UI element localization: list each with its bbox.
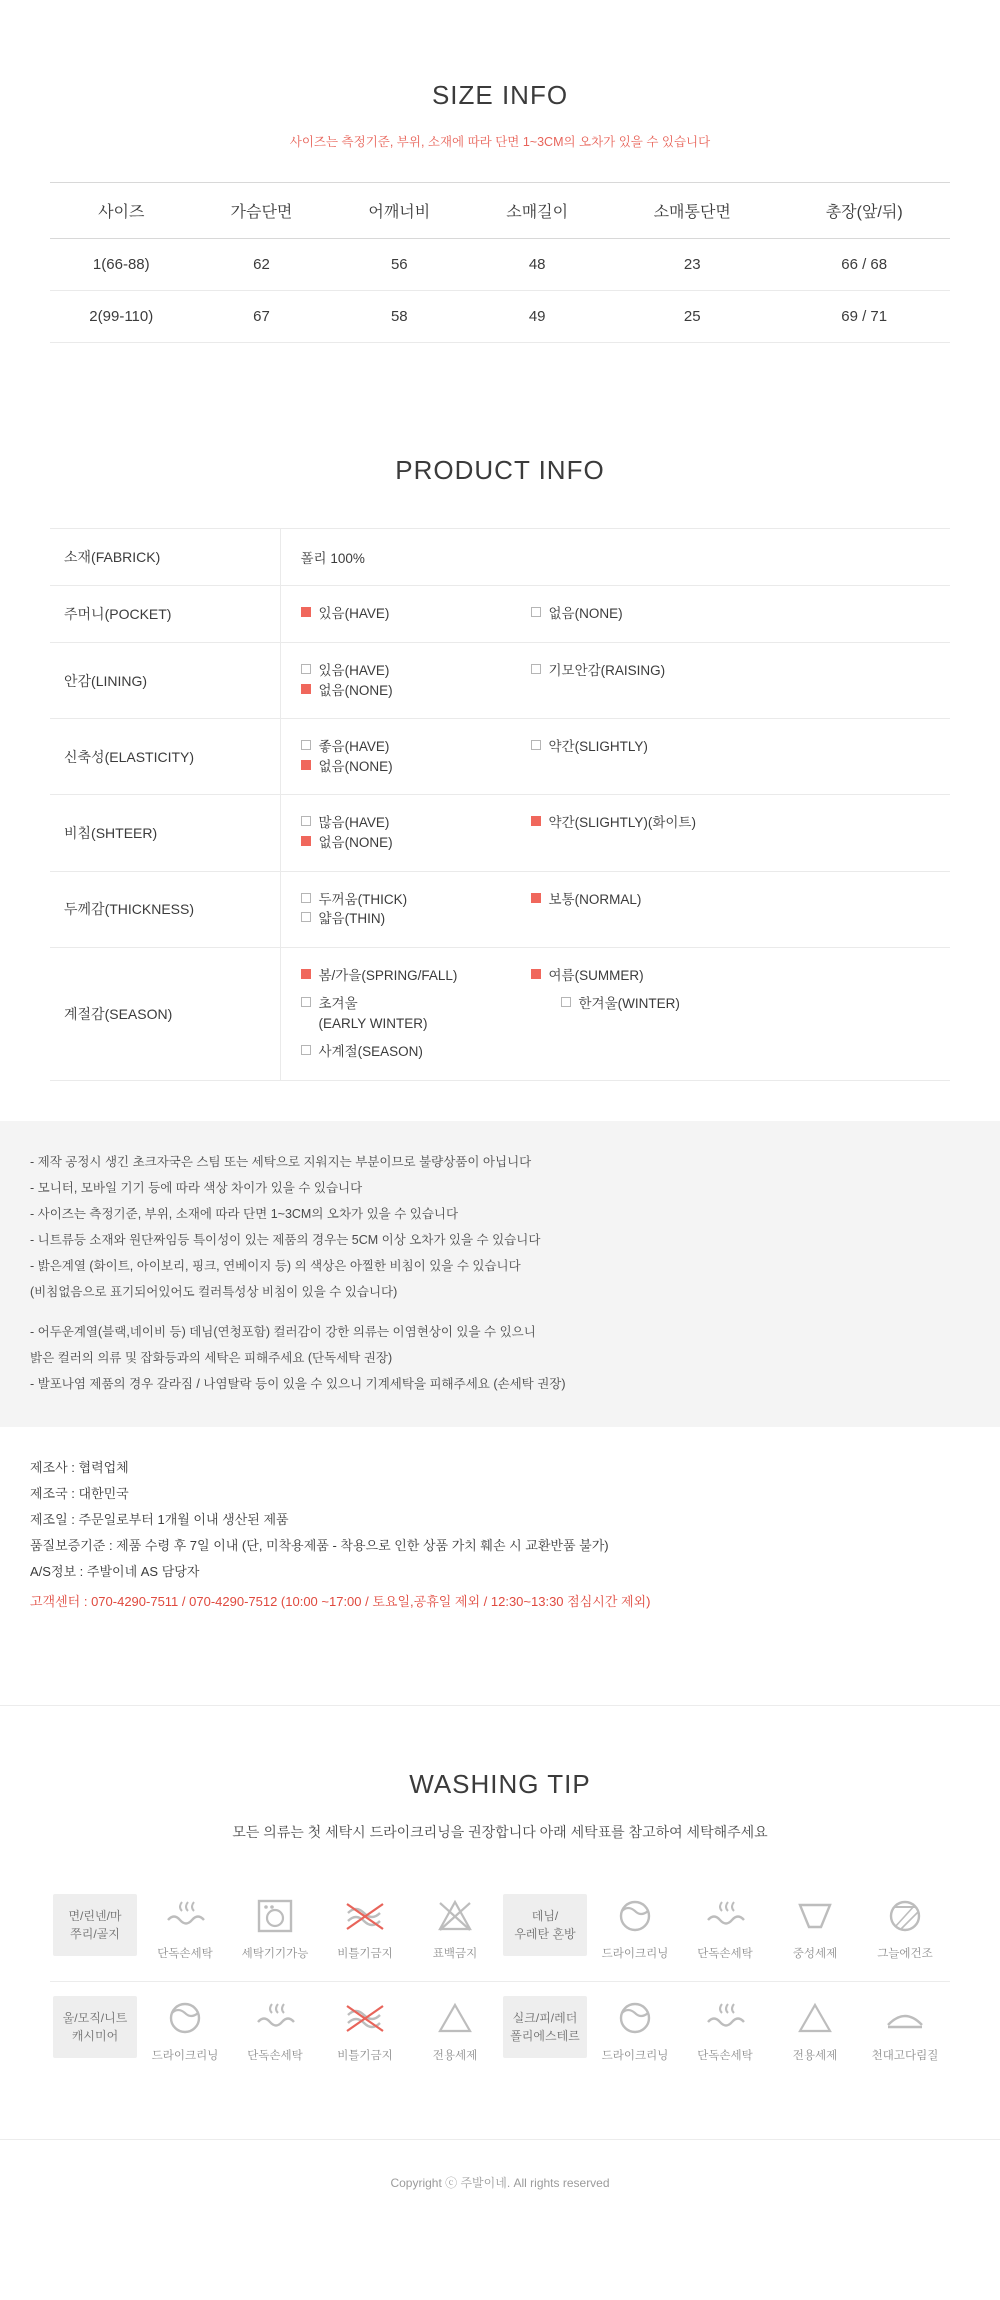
fabric-type-tag	[50, 1894, 140, 1956]
wash-symbol-label: 단독손세탁	[247, 2050, 303, 2063]
size-info-note: 사이즈는 측정기준, 부위, 소재에 따라 단면 1~3CM의 오차가 있을 수 있습니다	[289, 135, 711, 150]
wash-symbol-neutral-detergent	[770, 1894, 860, 1963]
dry-clean-icon	[590, 1894, 680, 1938]
notice-line: - 밝은계열 (화이트, 아이보리, 핑크, 연베이지 등) 의 색상은 아찔한 비침이 있을 수 있습니다	[30, 1258, 521, 1273]
option-label: 없음(NONE)	[548, 606, 623, 622]
no-wring-icon	[320, 1996, 410, 2040]
wash-symbol-label: 전용세제	[432, 2050, 478, 2063]
wash-symbol-label: 비틀기금지	[337, 1948, 393, 1961]
wash-symbol-label: 비틀기금지	[337, 2050, 393, 2063]
size-cell: 58	[330, 291, 468, 343]
row-label: 소재(FABRICK)	[50, 529, 280, 586]
special-detergent-icon	[410, 1996, 500, 2040]
row-value	[280, 947, 950, 1080]
fabric-tag-label: 울/모직/니트 캐시미어	[53, 1996, 137, 2058]
table-row	[50, 291, 950, 343]
washing-symbol-grid	[50, 1880, 950, 2082]
fabric-tag-label: 데님/ 우레탄 혼방	[503, 1894, 587, 1956]
customer-center-line: 고객센터 : 070-4290-7511 / 070-4290-7512 (10:00 ~17:00 / 토요일,공휴일 제외 / 12:30~13:30 점심시간 제외)	[30, 1593, 651, 1609]
maker-line: 제조사 : 협력업체	[30, 1459, 129, 1475]
option-item[interactable]	[295, 994, 555, 1033]
wash-symbol-label: 천대고다림질	[871, 2050, 939, 2063]
wash-symbol-label: 전용세제	[792, 2050, 838, 2063]
size-header-cell: 가슴단면	[193, 183, 331, 239]
maker-line: 제조국 : 대한민국	[30, 1485, 129, 1501]
option-label: 없음(NONE)	[318, 834, 393, 850]
size-info-section	[0, 0, 1000, 343]
checkbox-icon[interactable]	[531, 893, 541, 903]
notice-line: - 니트류등 소재와 원단짜임등 특이성이 있는 제품의 경우는 5CM 이상 오차가 있을 수 있습니다	[30, 1232, 541, 1247]
checkbox-icon[interactable]	[301, 684, 311, 694]
size-header-cell: 소매통단면	[606, 183, 778, 239]
washing-tip-title: WASHING TIP	[409, 1769, 591, 1800]
washing-row	[50, 1880, 950, 1981]
row-label: 비침(SHTEER)	[50, 795, 280, 871]
option-item[interactable]	[295, 757, 525, 777]
option-label: 없음(NONE)	[318, 682, 393, 698]
checkbox-icon[interactable]	[301, 997, 311, 1007]
table-row	[50, 529, 950, 586]
size-table	[50, 182, 950, 343]
no-wring-icon	[320, 1894, 410, 1938]
option-item[interactable]	[295, 813, 525, 833]
row-label: 안감(LINING)	[50, 643, 280, 719]
option-item[interactable]	[295, 681, 525, 701]
size-cell: 69 / 71	[778, 291, 950, 343]
option-label: 얇음(THIN)	[318, 911, 386, 927]
maker-line: A/S정보 : 주발이네 AS 담당자	[30, 1563, 200, 1579]
notice-spacer	[30, 1305, 970, 1319]
size-cell: 2(99-110)	[50, 291, 193, 343]
checkbox-icon[interactable]	[531, 816, 541, 826]
wash-symbol-no-wring	[320, 1894, 410, 1963]
option-label: 있음(HAVE)	[318, 663, 390, 679]
row-value	[280, 529, 950, 586]
table-row	[50, 871, 950, 947]
maker-line: 품질보증기준 : 제품 수령 후 7일 이내 (단, 미착용제품 - 착용으로 인한 상품 가치 훼손 시 교환반품 불가)	[30, 1537, 609, 1553]
size-cell: 62	[193, 239, 331, 291]
table-row	[50, 239, 950, 291]
size-cell: 25	[606, 291, 778, 343]
wash-symbol-label: 그늘에건조	[877, 1948, 933, 1961]
fabric-type-tag	[50, 1996, 140, 2058]
notice-line: - 모니터, 모바일 기기 등에 따라 색상 차이가 있을 수 있습니다	[30, 1180, 363, 1195]
option-sublabel: (EARLY WINTER)	[318, 1015, 428, 1031]
option-label: 보통(NORMAL)	[548, 891, 642, 907]
checkbox-icon[interactable]	[531, 740, 541, 750]
hand-wash-icon	[680, 1894, 770, 1938]
row-value	[280, 871, 950, 947]
option-label: 여름(SUMMER)	[548, 967, 644, 983]
option-item[interactable]	[295, 661, 525, 681]
size-cell: 1(66-88)	[50, 239, 193, 291]
checkbox-icon[interactable]	[301, 740, 311, 750]
product-info-title: PRODUCT INFO	[395, 455, 605, 486]
option-label: 많음(HAVE)	[318, 815, 390, 831]
checkbox-icon[interactable]	[561, 997, 571, 1007]
hand-wash-icon	[230, 1996, 320, 2040]
wash-symbol-dry-clean	[590, 1894, 680, 1963]
special-detergent-icon	[770, 1996, 860, 2040]
option-item[interactable]	[295, 909, 525, 929]
wash-symbol-label: 단독손세탁	[697, 1948, 753, 1961]
table-row	[50, 947, 950, 1080]
option-label: 있음(HAVE)	[318, 606, 390, 622]
size-header-cell: 사이즈	[50, 183, 193, 239]
table-row	[50, 719, 950, 795]
option-label: 초겨울	[318, 996, 358, 1012]
checkbox-icon[interactable]	[301, 836, 311, 846]
row-label: 주머니(POCKET)	[50, 586, 280, 643]
option-item[interactable]	[525, 813, 755, 833]
wash-symbol-hand-wash	[230, 1996, 320, 2065]
hand-wash-icon	[140, 1894, 230, 1938]
wash-symbol-label: 단독손세탁	[697, 2050, 753, 2063]
checkbox-icon[interactable]	[531, 969, 541, 979]
option-label: 기모안감(RAISING)	[548, 663, 666, 679]
size-cell: 67	[193, 291, 331, 343]
row-value	[280, 795, 950, 871]
notice-line: - 사이즈는 측정기준, 부위, 소재에 따라 단면 1~3CM의 오차가 있을 수 있습니다	[30, 1206, 459, 1221]
checkbox-icon[interactable]	[531, 664, 541, 674]
wash-symbol-label: 세탁기기가능	[241, 1948, 309, 1961]
notice-line: - 어두운계열(블랙,네이비 등) 데님(연청포함) 컬러감이 강한 의류는 이염현상이 있을 수 있으니	[30, 1324, 536, 1339]
copyright-text: Copyright ⓒ 주발이네. All rights reserved	[390, 2175, 610, 2190]
row-value	[280, 719, 950, 795]
wash-symbol-shade-dry	[860, 1894, 950, 1963]
size-cell: 48	[468, 239, 606, 291]
option-label: 사계절(SEASON)	[318, 1044, 423, 1060]
fabric-type-tag-2	[500, 1894, 590, 1956]
checkbox-icon[interactable]	[301, 607, 311, 617]
checkbox-icon[interactable]	[301, 893, 311, 903]
product-info-section	[0, 455, 1000, 1081]
notice-line: - 발포나염 제품의 경우 갈라짐 / 나염탈락 등이 있을 수 있으니 기계세탁을 피해주세요 (손세탁 권장)	[30, 1376, 566, 1391]
size-header-cell: 어깨너비	[330, 183, 468, 239]
checkbox-icon[interactable]	[301, 664, 311, 674]
option-item[interactable]	[555, 994, 785, 1042]
dry-clean-icon	[590, 1996, 680, 2040]
option-item[interactable]	[295, 833, 525, 853]
washing-tip-section	[0, 1705, 1000, 2083]
row-label: 두께감(THICKNESS)	[50, 871, 280, 947]
fabric-tag-label: 면/린넨/마 쭈리/골지	[53, 1894, 137, 1956]
wash-symbol-machine-wash	[230, 1894, 320, 1963]
wash-symbol-hand-wash-2	[680, 1996, 770, 2065]
option-label: 두꺼움(THICK)	[318, 891, 408, 907]
size-header-cell: 총장(앞/뒤)	[778, 183, 950, 239]
checkbox-icon[interactable]	[301, 912, 311, 922]
wash-symbol-no-bleach	[410, 1894, 500, 1963]
row-label: 신축성(ELASTICITY)	[50, 719, 280, 795]
option-label: 약간(SLIGHTLY)(화이트)	[548, 815, 696, 831]
neutral-detergent-icon	[770, 1894, 860, 1938]
option-item[interactable]	[525, 737, 755, 757]
size-cell: 49	[468, 291, 606, 343]
wash-symbol-flat-dry	[860, 1996, 950, 2065]
option-item[interactable]	[525, 966, 755, 986]
maker-line: 제조일 : 주문일로부터 1개월 이내 생산된 제품	[30, 1511, 289, 1527]
wash-symbol-dry-clean	[140, 1996, 230, 2065]
table-row	[50, 643, 950, 719]
fabric-tag-label: 실크/피/레더 폴리에스테르	[503, 1996, 587, 2058]
no-bleach-icon	[410, 1894, 500, 1938]
wash-symbol-label: 드라이크리닝	[601, 1948, 669, 1961]
dry-clean-icon	[140, 1996, 230, 2040]
option-label: 약간(SLIGHTLY)	[548, 739, 648, 755]
wash-symbol-label: 중성세제	[792, 1948, 838, 1961]
option-item[interactable]	[295, 1042, 525, 1062]
wash-symbol-hand-wash-2	[680, 1894, 770, 1963]
machine-wash-icon	[230, 1894, 320, 1938]
option-item[interactable]	[525, 604, 755, 624]
wash-symbol-label: 표백금지	[432, 1948, 478, 1961]
size-cell: 23	[606, 239, 778, 291]
size-info-title: SIZE INFO	[431, 79, 569, 110]
size-cell: 56	[330, 239, 468, 291]
size-table-header-row	[50, 183, 950, 239]
option-item[interactable]	[525, 661, 755, 681]
washing-tip-subtitle: 모든 의류는 첫 세탁시 드라이크리닝을 권장합니다 아래 세탁표를 참고하여 세탁해주세요	[232, 1824, 768, 1841]
wash-symbol-label: 드라이크리닝	[151, 2050, 219, 2063]
option-label: 봄/가을(SPRING/FALL)	[318, 967, 458, 983]
wash-symbol-special-detergent-2	[770, 1996, 860, 2065]
row-value	[280, 643, 950, 719]
checkbox-icon[interactable]	[301, 1045, 311, 1055]
option-item[interactable]	[295, 604, 525, 624]
flat-dry-icon	[860, 1996, 950, 2040]
option-label: 한겨울(WINTER)	[578, 996, 680, 1012]
wash-symbol-no-wring	[320, 1996, 410, 2065]
row-value	[280, 586, 950, 643]
notice-line: - 제작 공정시 생긴 초크자국은 스팀 또는 세탁으로 지워지는 부분이므로 불량상품이 아닙니다	[30, 1154, 532, 1169]
wash-symbol-hand-wash	[140, 1894, 230, 1963]
size-cell: 66 / 68	[778, 239, 950, 291]
table-row	[50, 586, 950, 643]
wash-symbol-dry-clean-2	[590, 1996, 680, 2065]
size-header-cell: 소매길이	[468, 183, 606, 239]
table-row	[50, 795, 950, 871]
footer	[0, 2139, 1000, 2231]
option-label: 없음(NONE)	[318, 758, 393, 774]
hand-wash-icon	[680, 1996, 770, 2040]
option-item[interactable]	[295, 890, 525, 910]
checkbox-icon[interactable]	[531, 607, 541, 617]
product-info-table	[50, 528, 950, 1081]
option-item[interactable]	[295, 737, 525, 757]
checkbox-icon[interactable]	[301, 760, 311, 770]
option-item[interactable]	[295, 966, 525, 986]
option-label: 좋음(HAVE)	[318, 739, 390, 755]
wash-symbol-label: 단독손세탁	[157, 1948, 213, 1961]
washing-row	[50, 1981, 950, 2083]
fabric-value: 폴리 100%	[300, 551, 365, 567]
row-label: 계절감(SEASON)	[50, 947, 280, 1080]
option-item[interactable]	[525, 890, 755, 910]
wash-symbol-label: 드라이크리닝	[601, 2050, 669, 2063]
notice-line: 밝은 컬러의 의류 및 잡화등과의 세탁은 피해주세요 (단독세탁 권장)	[30, 1350, 393, 1365]
notice-box	[0, 1121, 1000, 1427]
shade-dry-icon	[860, 1894, 950, 1938]
wash-symbol-special-detergent	[410, 1996, 500, 2065]
checkbox-icon[interactable]	[301, 816, 311, 826]
fabric-type-tag-2	[500, 1996, 590, 2058]
notice-line: (비침없음으로 표기되어있어도 컬러특성상 비침이 있을 수 있습니다)	[30, 1284, 398, 1299]
checkbox-icon[interactable]	[301, 969, 311, 979]
maker-info	[0, 1427, 1000, 1615]
